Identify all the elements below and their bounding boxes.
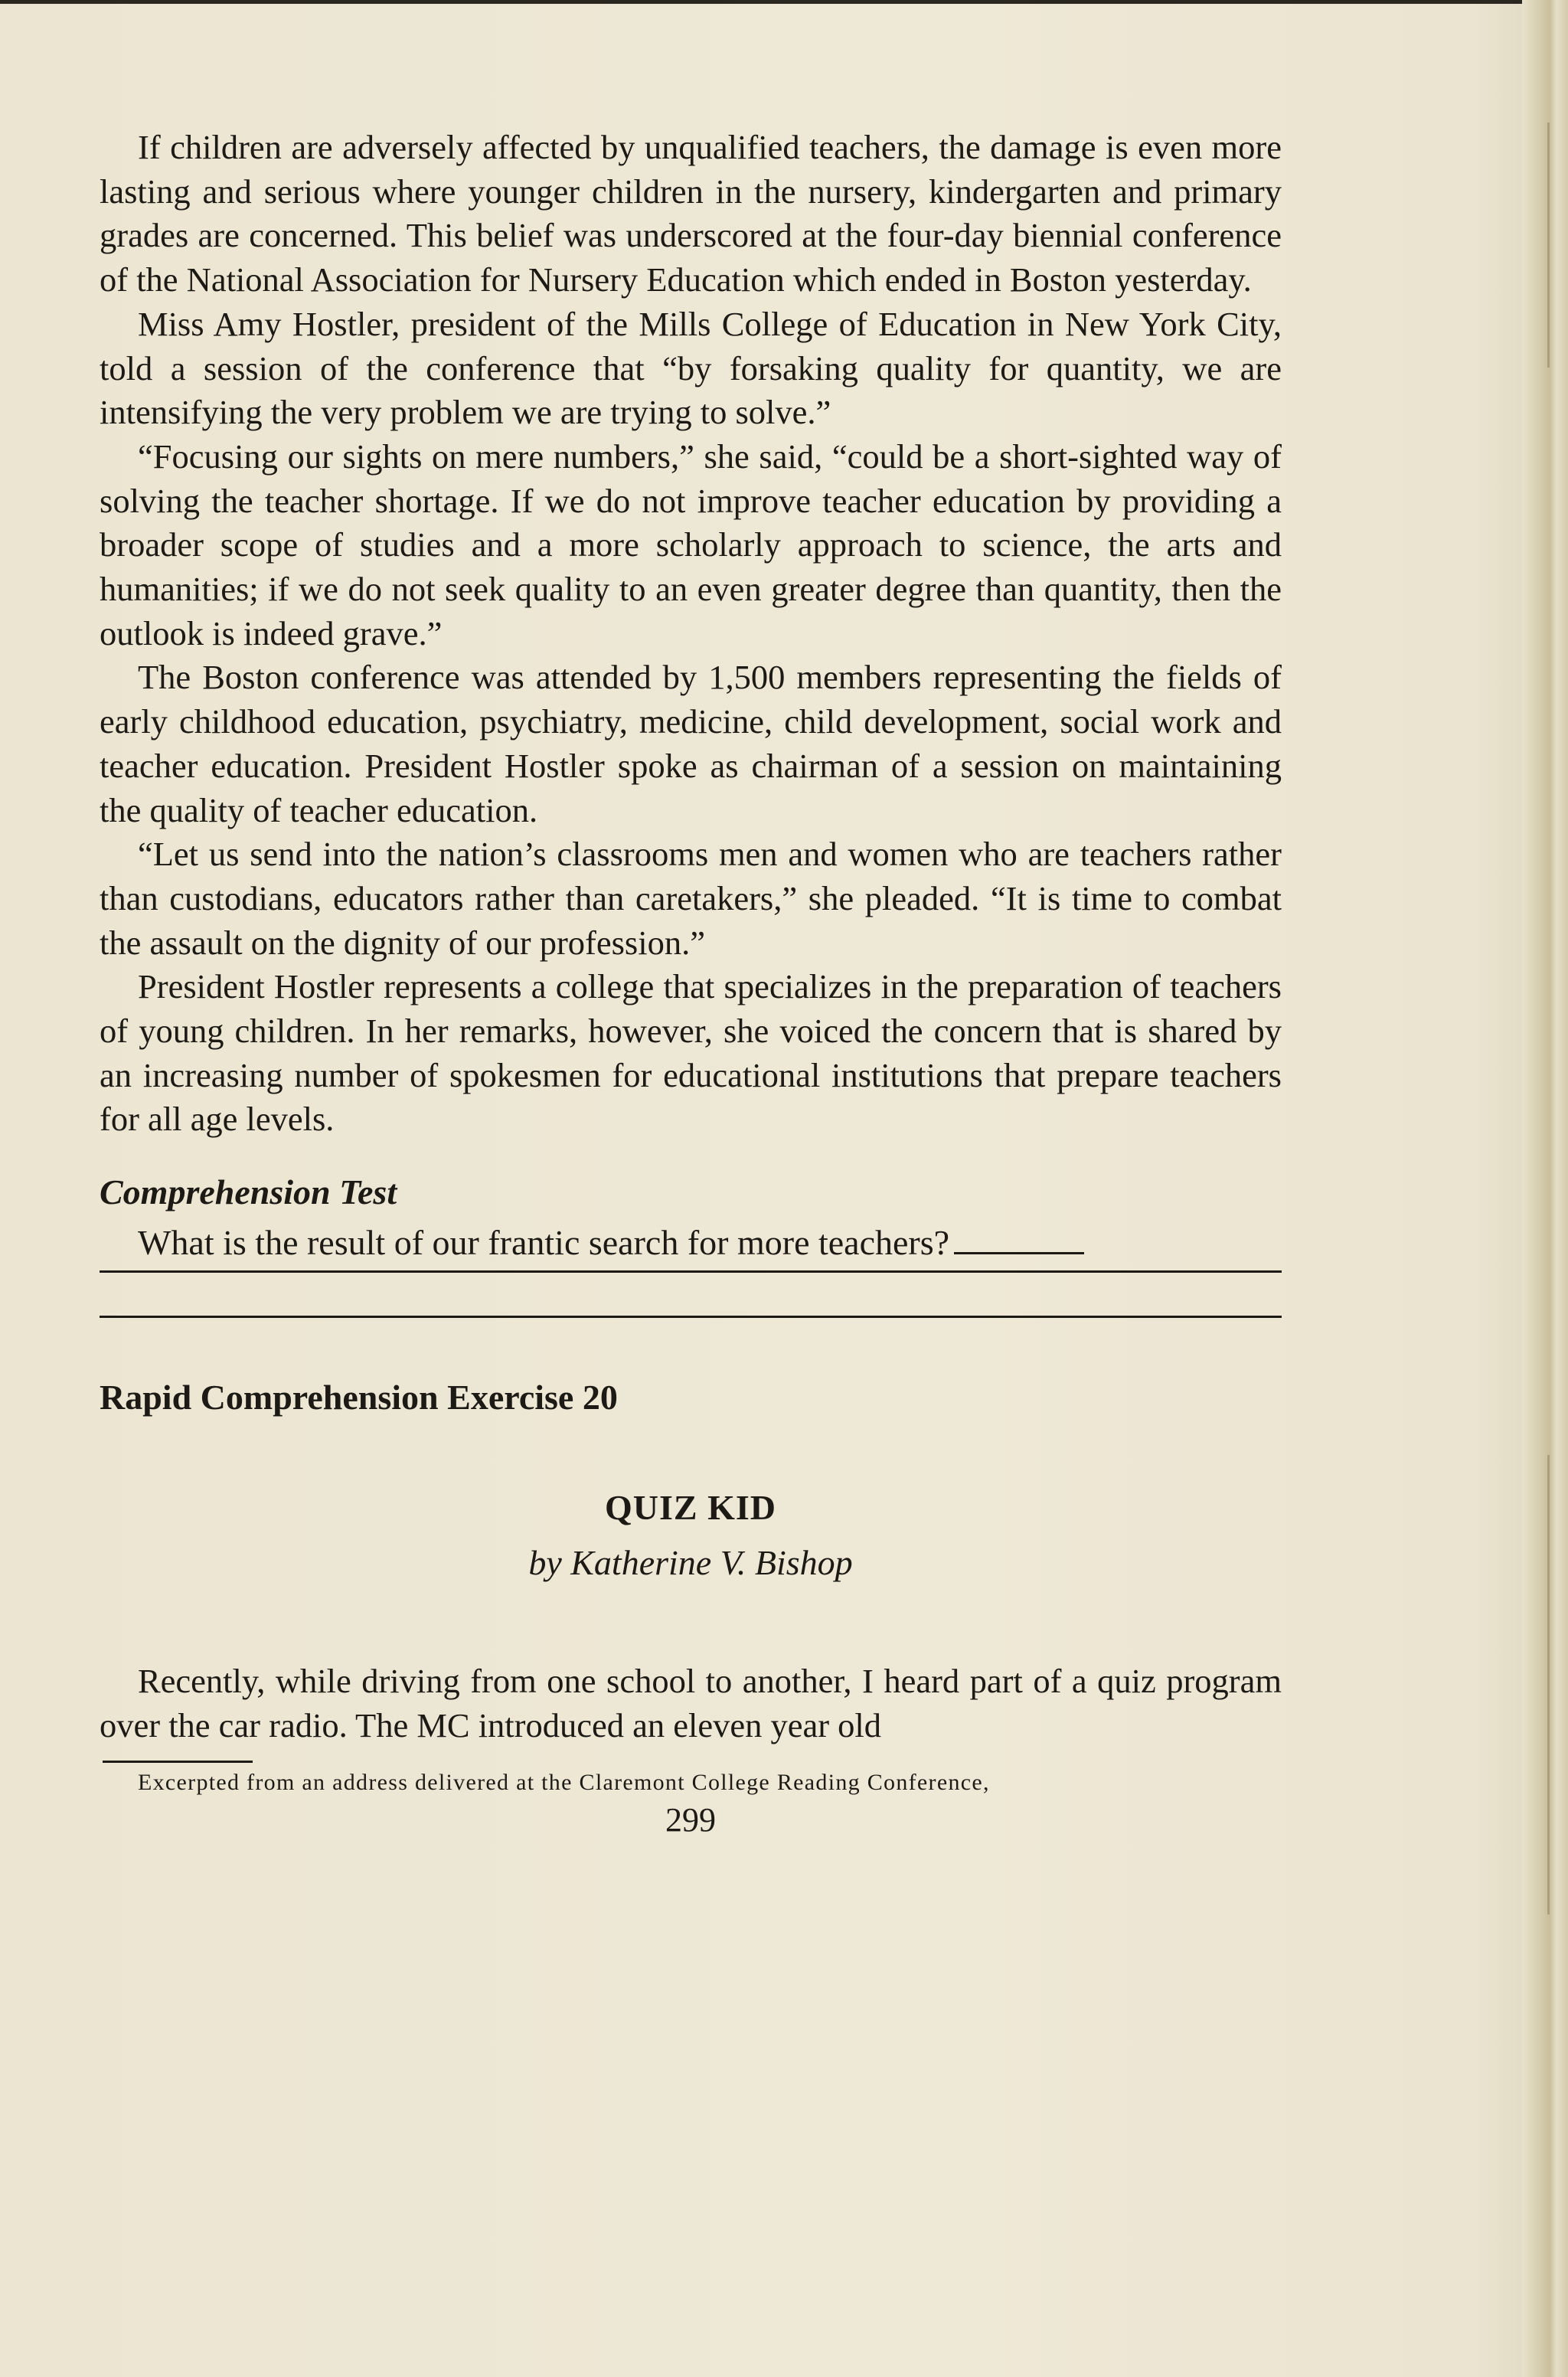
- question-text: What is the result of our frantic search for more teachers?: [138, 1223, 950, 1263]
- article-paragraph: President Hostler represents a college that specializes in the preparation of teachers of young children. In her remarks, however, she voiced the concern that is shared by an increasing number of spokesmen for educational institutions that prepare teachers for all age levels.: [100, 967, 1282, 1139]
- comprehension-test-section: [100, 1169, 1282, 1318]
- page-content: [100, 126, 1282, 1841]
- story-title: QUIZ KID: [605, 1488, 776, 1528]
- article-body: [100, 126, 1282, 1142]
- spine-shadow-line: [1547, 1455, 1550, 1914]
- story-paragraph: Recently, while driving from one school to another, I heard part of a quiz program over the car radio. The MC introduced an eleven year old: [100, 1662, 1282, 1744]
- answer-blank-inline[interactable]: [954, 1251, 1084, 1254]
- article-paragraph: “Let us send into the nation’s classrooms men and women who are teachers rather than custodians, educators rather than caretakers,” she pleaded. “It is time to combat the assault on the dignity of our profession.”: [100, 835, 1282, 962]
- comprehension-test-heading: Comprehension Test: [100, 1172, 397, 1212]
- story-byline: by Katherine V. Bishop: [528, 1543, 853, 1583]
- page-top-edge: [0, 0, 1568, 4]
- article-paragraph: If children are adversely affected by unqualified teachers, the damage is even more lasting and serious where younger children in the nursery, kindergarten and primary grades are concerned. This belief was underscored at the four-day biennial conference of the National Association for Nursery Education which ended in Boston yesterday.: [100, 128, 1282, 299]
- exercise-heading: Rapid Comprehension Exercise 20: [100, 1378, 618, 1417]
- article-paragraph: The Boston conference was attended by 1,500 members representing the fields of early childhood education, psychiatry, medicine, child development, social work and teacher education. President Hostler spoke as chairman of a session on maintaining the quality of teacher education.: [100, 658, 1282, 829]
- comprehension-question: [138, 1220, 1282, 1266]
- footnote-rule: [103, 1761, 253, 1763]
- page-number: 299: [665, 1800, 716, 1839]
- book-spine-edge: [1522, 0, 1568, 2377]
- article-paragraph: Miss Amy Hostler, president of the Mills College of Education in New York City, told a session of the conference that “by forsaking quality for quantity, we are intensifying the very problem we are trying to solve.”: [100, 304, 1282, 432]
- answer-line[interactable]: [100, 1270, 1282, 1273]
- article-paragraph: “Focusing our sights on mere numbers,” she said, “could be a short-sighted way of solving the teacher shortage. If we do not improve teacher education by providing a broader scope of studies and a more scholarly approach to science, the arts and humanities; if we do not seek quality to an even greater degree than quantity, then the outlook is indeed grave.”: [100, 436, 1282, 652]
- spine-shadow-line: [1547, 123, 1550, 368]
- exercise-section: [100, 1375, 1282, 1748]
- footnote-section: [100, 1761, 1282, 1798]
- answer-line[interactable]: [100, 1316, 1282, 1318]
- footnote: Excerpted from an address delivered at the Claremont College Reading Conference,: [138, 1769, 990, 1795]
